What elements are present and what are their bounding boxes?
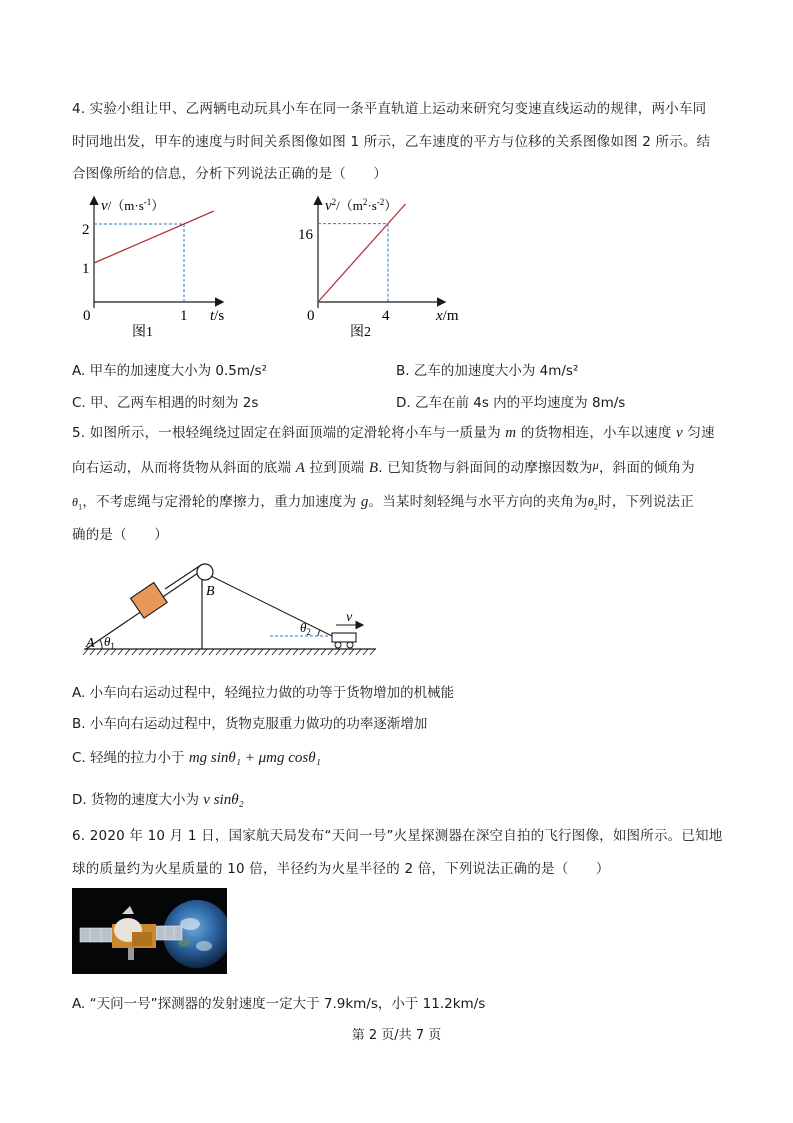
fig1-caption: 图1: [132, 325, 153, 340]
hatch-mark: [314, 649, 319, 655]
solar-panel-left: [80, 928, 112, 942]
hatch-mark: [223, 649, 228, 655]
fig1-xtick-1: 1: [180, 308, 188, 324]
svg-text:t/s: [210, 308, 224, 324]
q4-line-3: 合图像所给的信息，分析下列说法正确的是（ ）: [72, 166, 388, 182]
q5-line-3: $\theta_1$，不考虑绳与定滑轮的摩擦力，重力加速度为 g。当某时刻轻绳与水平方向的夹角为$\theta_2$时，下列说法正: [72, 494, 694, 512]
q5-line-1: 5. 如图所示，一根轻绳绕过固定在斜面顶端的定滑轮将小车与一质量为 m 的货物相连，小车以速度 v 匀速: [72, 425, 715, 441]
hatch-mark: [370, 649, 375, 655]
figure-1-velocity-time-graph: [72, 190, 252, 345]
q5-option-c[interactable]: C. 轻绳的拉力小于 mg sinθ₁ + μmg cosθ₁: [72, 750, 321, 766]
fig2-ylabel-v: v: [325, 198, 332, 214]
hatch-mark: [118, 649, 123, 655]
q4-line-2: 时同地出发，甲车的速度与时间关系图像如图 1 所示，乙车速度的平方与位移的关系图像如图 2 所示。结: [72, 134, 711, 150]
hatch-mark: [146, 649, 151, 655]
hatch-mark: [328, 649, 333, 655]
q6-option-a[interactable]: A. “天问一号”探测器的发射速度一定大于 7.9km/s，小于 11.2km/s: [72, 996, 486, 1012]
hatch-mark: [321, 649, 326, 655]
fig2-plot-series-line: [318, 204, 406, 302]
fig1-ylabel-close: ）: [151, 198, 165, 213]
figure-2-velocity-squared-displacement-graph: [294, 190, 474, 345]
hatch-mark: [237, 649, 242, 655]
hatch-mark: [244, 649, 249, 655]
fig2-ylabel-close: ）: [384, 198, 398, 213]
svg-text:θ1: [104, 634, 115, 651]
fig1-ylabel-unit: /（m·s: [107, 198, 144, 213]
cargo-box: [131, 583, 168, 619]
hatch-mark: [209, 649, 214, 655]
hatch-mark: [125, 649, 130, 655]
hatch-mark: [286, 649, 291, 655]
svg-text:v/（m·s-1）: [101, 197, 164, 214]
q4-option-d[interactable]: D. 乙车在前 4s 内的平均速度为 8m/s: [396, 395, 626, 411]
hatch-mark: [104, 649, 109, 655]
page-footer: 第 2 页/共 7 页: [351, 1028, 442, 1043]
figure-incline-pulley: [80, 555, 380, 661]
q5-option-d[interactable]: D. 货物的速度大小为 v sinθ₂: [72, 792, 244, 808]
fig2-caption: 图2: [350, 325, 371, 340]
q4-option-a[interactable]: A. 甲车的加速度大小为 0.5m/s²: [72, 363, 267, 379]
label-theta1-sub: 1: [110, 641, 115, 651]
tianwen-1-photo: [72, 888, 227, 974]
fig2-ylabel-unit: /（m: [336, 198, 363, 213]
q5-option-a[interactable]: A. 小车向右运动过程中，轻绳拉力做的功等于货物增加的机械能: [72, 685, 455, 701]
hatch-mark: [139, 649, 144, 655]
hatch-mark: [181, 649, 186, 655]
label-b: B: [206, 584, 215, 599]
fig1-origin: 0: [83, 308, 91, 324]
label-theta2-sub: 2: [306, 627, 311, 637]
hatch-mark: [363, 649, 368, 655]
label-theta2: θ: [300, 620, 307, 635]
fig1-xlabel-t: t: [210, 308, 215, 324]
cart: [332, 633, 356, 648]
hatch-mark: [342, 649, 347, 655]
fig2-ylabel-sq: 2: [331, 197, 337, 207]
label-a: A: [86, 636, 95, 651]
svg-text:θ2: [300, 620, 311, 637]
fig2-ytick-16: 16: [298, 227, 313, 243]
hatch-mark: [160, 649, 165, 655]
q6-line-1: 6. 2020 年 10 月 1 日，国家航天局发布“天问一号”火星探测器在深空自拍的飞行图像，如图所示。已知地: [72, 828, 723, 844]
rope-to-cart: [211, 576, 332, 636]
hatch-mark: [265, 649, 270, 655]
hatch-mark: [300, 649, 305, 655]
fig2-xlabel-unit: /m: [442, 308, 459, 324]
fig2-xlabel-x: x: [436, 308, 443, 324]
rope-to-cargo: [165, 565, 201, 589]
fig2-ylabel-exp: -2: [376, 197, 385, 207]
fig2-xtick-4: 4: [382, 308, 390, 324]
hatch-mark: [202, 649, 207, 655]
fig1-ylabel-exp: -1: [143, 197, 152, 207]
hatch-mark: [167, 649, 172, 655]
fig1-ytick-1: 1: [82, 261, 90, 277]
fig1-ylabel-v: v: [101, 198, 108, 214]
svg-text:v2/（m2·s-2）: [325, 197, 397, 214]
solar-panel-right: [156, 926, 182, 940]
svg-text:x/m: [435, 308, 459, 324]
hatch-mark: [153, 649, 158, 655]
q5-option-b[interactable]: B. 小车向右运动过程中，货物克服重力做功的功率逐渐增加: [72, 716, 428, 732]
theta2-arc: [318, 630, 320, 636]
hatch-mark: [216, 649, 221, 655]
q6-line-2: 球的质量约为火星质量的 10 倍，半径约为火星半径的 2 倍，下列说法正确的是（ ）: [72, 861, 610, 877]
ground-hatching: [83, 649, 375, 655]
hatch-mark: [279, 649, 284, 655]
theta1-arc: [100, 640, 102, 649]
label-theta1: θ: [104, 634, 111, 649]
hatch-mark: [335, 649, 340, 655]
hatch-mark: [97, 649, 102, 655]
fig2-ylabel-m2: 2: [362, 197, 368, 207]
q4-line-1: 4. 实验小组让甲、乙两辆电动玩具小车在同一条平直轨道上运动来研究匀变速直线运动的规律，两小车同: [72, 101, 707, 117]
hatch-mark: [230, 649, 235, 655]
hatch-mark: [132, 649, 137, 655]
fig1-ytick-2: 2: [82, 222, 90, 238]
fig2-origin: 0: [307, 308, 315, 324]
fig1-xlabel-unit: /s: [214, 308, 225, 324]
hatch-mark: [293, 649, 298, 655]
q4-option-b[interactable]: B. 乙车的加速度大小为 4m/s²: [396, 363, 579, 379]
hatch-mark: [272, 649, 277, 655]
q5-line-4: 确的是（ ）: [72, 527, 168, 543]
hatch-mark: [188, 649, 193, 655]
q5-line-2: 向右运动，从而将货物从斜面的底端 A 拉到顶端 B. 已知货物与斜面间的动摩擦因数为μ，斜面的倾角为: [72, 458, 695, 476]
hatch-mark: [174, 649, 179, 655]
hatch-mark: [307, 649, 312, 655]
hatch-mark: [349, 649, 354, 655]
fig1-plot-series-line: [94, 211, 214, 263]
label-v: v: [346, 610, 353, 625]
hatch-mark: [356, 649, 361, 655]
hatch-mark: [251, 649, 256, 655]
fig2-ylabel-s: ·s: [367, 198, 377, 213]
hatch-mark: [258, 649, 263, 655]
hatch-mark: [195, 649, 200, 655]
q4-option-c[interactable]: C. 甲、乙两车相遇的时刻为 2s: [72, 395, 259, 411]
